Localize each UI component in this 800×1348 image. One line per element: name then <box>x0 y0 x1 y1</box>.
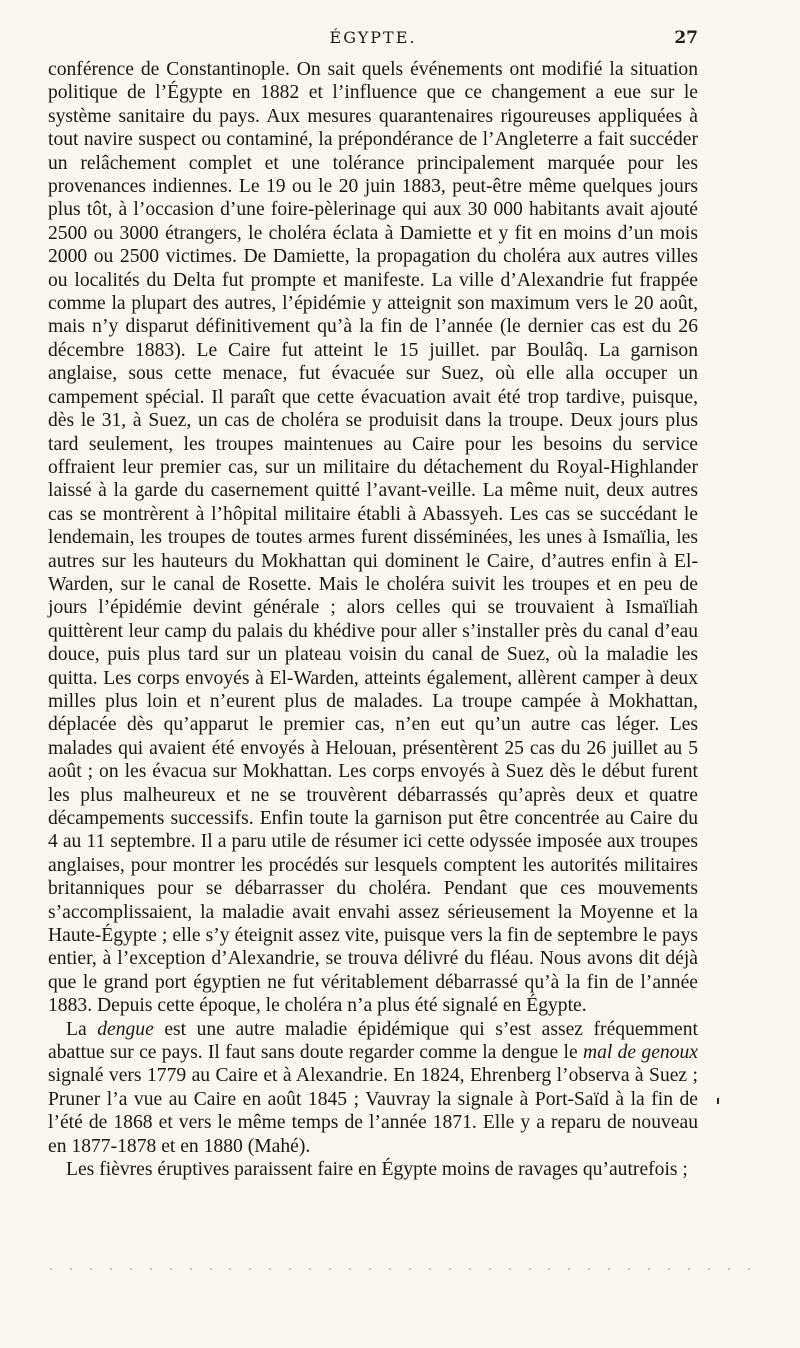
mal-de-genoux-term: mal de genoux <box>582 1042 698 1064</box>
page-header <box>48 28 698 52</box>
footer-dot <box>548 1268 550 1270</box>
footer-dot <box>429 1268 431 1270</box>
footer-dot <box>568 1268 570 1270</box>
footer-dot <box>249 1268 251 1270</box>
footer-dot <box>389 1268 391 1270</box>
dengue-history: signalé vers 1779 au Caire et à Alexandrie. En 1824, Ehrenberg l’observa à Suez ; Pruner l’a vue au Caire en août 1845 ; Vauvray la signale à Port-Saïd à la fin de l’été de 1868 et vers le même temps de l’année 1871. Elle y a reparu de nouveau en 1877-1878 et en 1880 (Mahé). <box>48 1065 698 1157</box>
footer-dot <box>130 1268 132 1270</box>
footer-dot <box>708 1268 710 1270</box>
footer-dot <box>90 1268 92 1270</box>
paragraph-eruptive-fevers: Les fièvres éruptives paraissent faire en Égypte moins de ravages qu’autrefois ; <box>66 1159 688 1181</box>
dengue-intro: La <box>66 1018 98 1040</box>
footer-dot <box>688 1268 690 1270</box>
body-text <box>48 58 698 1182</box>
footer-dot <box>289 1268 291 1270</box>
footer-dotted-rule <box>50 1268 750 1270</box>
footer-dot <box>229 1268 231 1270</box>
footer-dot <box>509 1268 511 1270</box>
footer-dot <box>70 1268 72 1270</box>
margin-tick-mark <box>717 1098 719 1104</box>
footer-dot <box>648 1268 650 1270</box>
footer-dot <box>329 1268 331 1270</box>
paragraph-cholera: conférence de Constantinople. On sait quels événements ont modifié la situation politique de l’Égypte en 1882 et l’influence que ce changement a eue sur le système sanitaire du pays. Aux mesures quarantenaires rigoureuses appliquées à tout navire suspect ou contaminé, la prépondérance de l’Angleterre a fait succéder un relâchement complet et une tolérance principalement marquée pour les provenances indiennes. Le 19 ou le 20 juin 1883, peut-être même quelques jours plus tôt, à l’occasion d’une foire-pèlerinage qui aux 30 000 habitants avait ajouté 2500 ou 3000 étrangers, le choléra éclata à Damiette et y fit en moins d’un mois 2000 ou 2500 victimes. De Damiette, la propagation du choléra aux autres villes ou localités du Delta fut prompte et manifeste. La ville d’Alexandrie fut frappée comme la plupart des autres, l’épidémie y atteignit son maximum vers le 20 août, mais n’y disparut définitivement qu’à la fin de l’année (le dernier cas est du 26 décembre 1883). Le Caire fut atteint le 15 juillet. par Boulâq. La garnison anglaise, sous cette menace, fut évacuée sur Suez, où elle alla occuper un campement spécial. Il paraît que cette évacuation avait été trop tardive, puisque, dès le 31, à Suez, un cas de choléra se produisit dans la troupe. Deux jours plus tard seulement, les troupes maintenues au Caire pour les besoins du service offraient leur premier cas, sur un militaire du détachement du Royal-Highlander laissé à la garde du casernement quitté l’avant-veille. La même nuit, deux autres cas se montrèrent à l’hôpital militaire établi à Abassyeh. Les cas se succédant le lendemain, les troupes de toutes armes furent disséminées, les unes à Ismaïlia, les autres sur les hauteurs du Mokhattan qui dominent le Caire, d’autres enfin à El-Warden, sur le canal de Rosette. Mais le choléra suivit les troupes et en peu de jours l’épidémie devint générale ; alors celles qui se trouvaient à Ismaïliah quittèrent leur camp du palais du khédive pour aller s’installer près du canal d’eau douce, puis plus tard sur un plateau voisin du canal de Suez, où la maladie les quitta. Les corps envoyés à El-Warden, atteints également, allèrent camper à deux milles plus loin et n’eurent plus de malades. La troupe campée à Mokhattan, déplacée dès qu’apparut le premier cas, n’en eut qu’un autre cas léger. Les malades qui avaient été envoyés à Helouan, présentèrent 25 cas du 26 juillet au 5 août ; on les évacua sur Mokhattan. Les corps envoyés à Suez dès le début furent les plus malheureux et ne se trouvèrent débarrassés qu’après deux et quatre décampements successifs. Enfin toute la garnison put être concentrée au Caire du 4 au 11 septembre. Il a paru utile de résumer ici cette odyssée imposée aux troupes anglaises, pour montrer les procédés sur lesquels comptent les autorités militaires britanniques pour se débarrasser du choléra. Pendant que ces mouvements s’accomplissaient, la maladie avait envahi assez sérieusement la Moyenne et la Haute-Égypte ; elle s’y éteignit assez vite, puisque vers la fin de septembre le pays entier, à l’exception d’Alexandrie, se trouva délivré du fléau. Nous avons dit déjà que le grand port égyptien ne fut véritablement débarrassé qu’à la fin de l’année 1883. Depuis cette époque, le choléra n’a plus été signalé en Égypte. <box>48 59 698 1017</box>
footer-dot <box>728 1268 730 1270</box>
dengue-term: dengue <box>97 1018 154 1040</box>
footer-dot <box>150 1268 152 1270</box>
footer-dot <box>529 1268 531 1270</box>
footer-dot <box>469 1268 471 1270</box>
footer-dot <box>50 1268 52 1270</box>
footer-dot <box>210 1268 212 1270</box>
paragraph-dengue <box>48 1018 698 1158</box>
footer-dot <box>588 1268 590 1270</box>
footer-dot <box>110 1268 112 1270</box>
footer-dot <box>409 1268 411 1270</box>
footer-dot <box>269 1268 271 1270</box>
footer-dot <box>190 1268 192 1270</box>
footer-dot <box>349 1268 351 1270</box>
footer-dot <box>748 1268 750 1270</box>
footer-dot <box>170 1268 172 1270</box>
running-head: ÉGYPTE. <box>329 28 417 47</box>
footer-dot <box>489 1268 491 1270</box>
footer-dot <box>369 1268 371 1270</box>
dengue-text: est une autre maladie épidémique qui s’est assez fréquemment abattue sur ce pays. Il faut sans doute regarder comme la dengue le <box>48 1018 698 1064</box>
footer-dot <box>628 1268 630 1270</box>
footer-dot <box>309 1268 311 1270</box>
footer-dot <box>608 1268 610 1270</box>
page-number: 27 <box>674 28 698 48</box>
footer-dot <box>668 1268 670 1270</box>
footer-dot <box>449 1268 451 1270</box>
